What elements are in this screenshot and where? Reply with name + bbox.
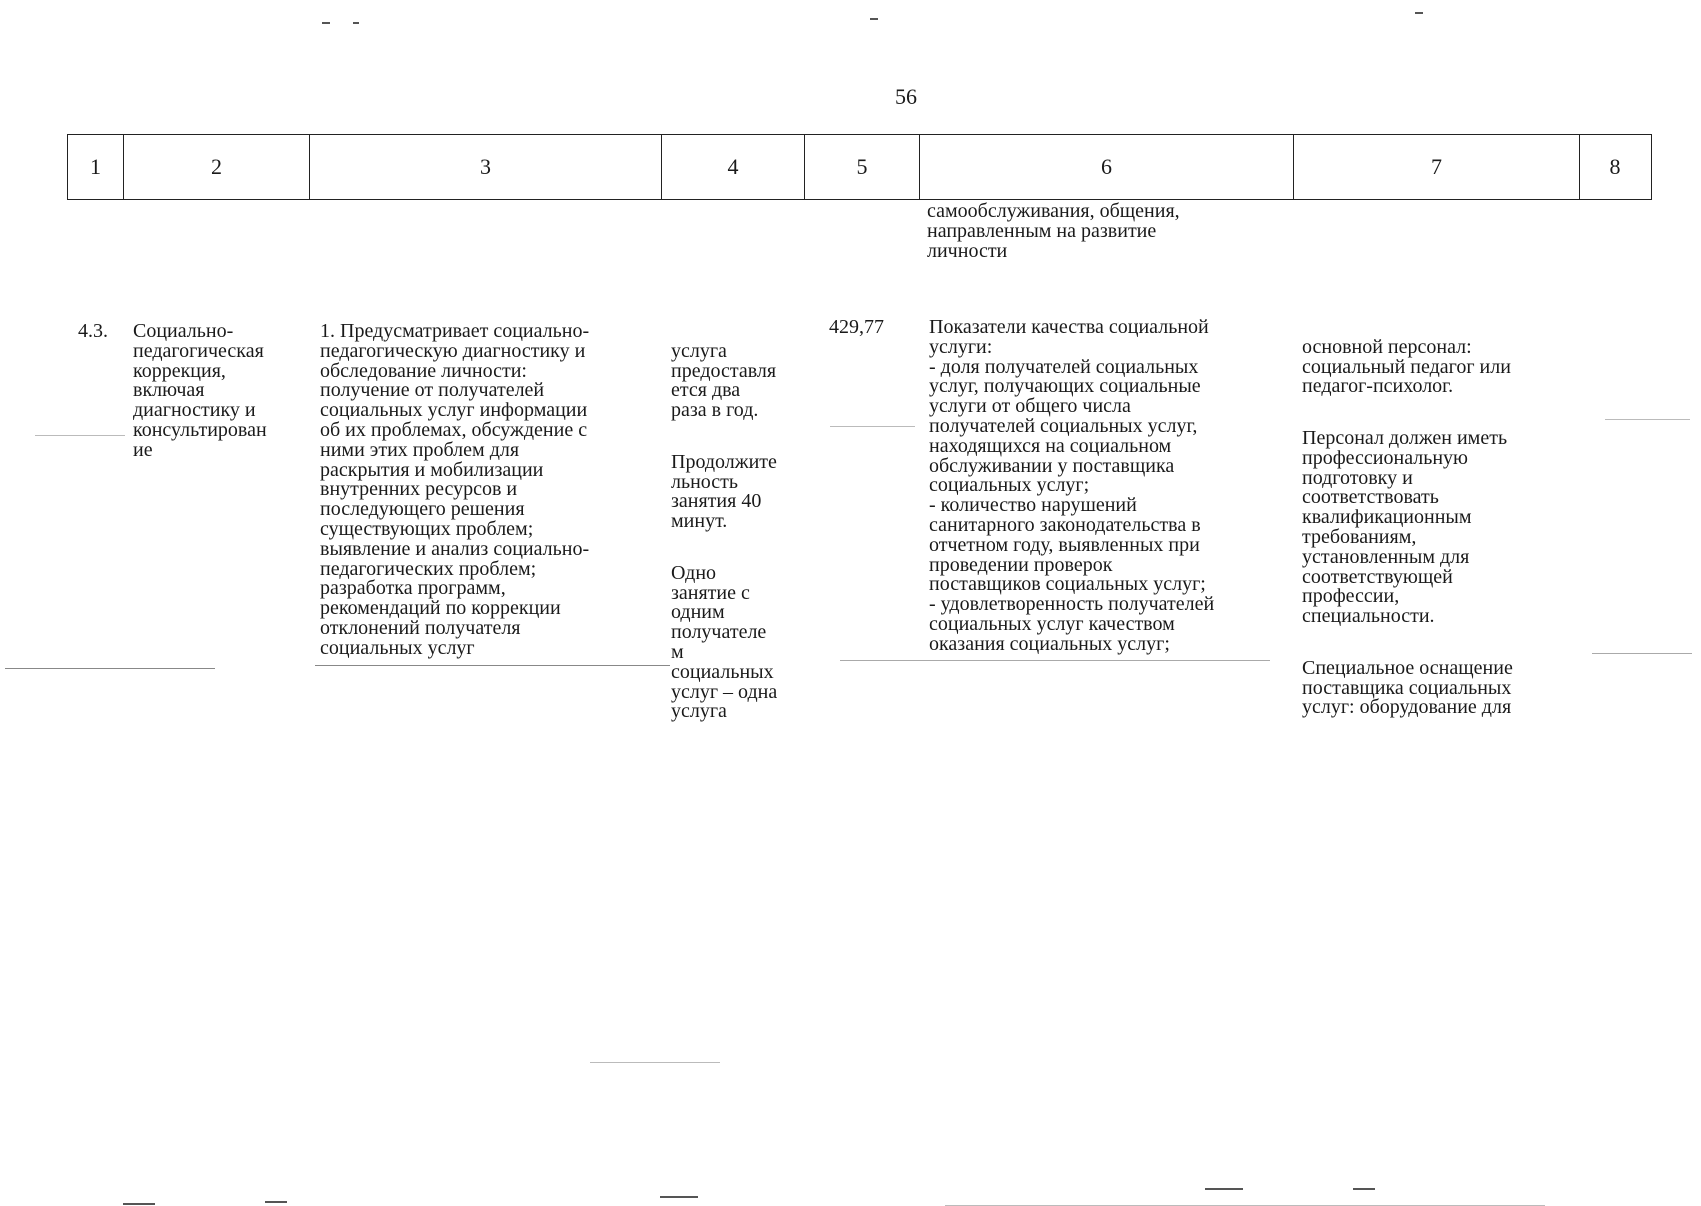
scan-line: [35, 435, 125, 436]
scan-speck: [322, 22, 330, 24]
quality-indicators: Показатели качества социальной услуги: - доля получателей социальных услуг, получающих социальные услуги от общего числа получателей социальных услуг, находящихся на социальном обслуживании у поставщика социальных услуг; - количество нарушений санитарного законодательства в отчетном году, выявленных при проведении проверок поставщиков социальных услуг; - удовлетворенность получателей социальных услуг качеством оказания социальных услуг;: [929, 316, 1215, 655]
conditions-equipment: Специальное оснащение поставщика социальных услуг: оборудование для: [1302, 656, 1513, 719]
header-col-1: 1: [68, 135, 124, 199]
page-number: 56: [895, 84, 917, 109]
scan-speck: [1353, 1188, 1375, 1190]
service-conditions: [1302, 318, 1572, 750]
conditions-qualification: Персонал должен иметь профессиональную подготовку и соответствовать квалификационным требованиям, установленным для соответствующей профессии, специальности.: [1302, 426, 1508, 628]
scan-line: [840, 660, 1270, 661]
conditions-staff: основной персонал: социальный педагог или педагог-психолог.: [1302, 335, 1511, 398]
service-description: 1. Предусматривает социально- педагогическую диагностику и обследование личности: получение от получателей социальных услуг информации об их проблемах, обсуждение с ними этих проблем для раскрытия и мобилизации внутренних ресурсов и последующего решения существующих проблем; выявление и анализ социально- педагогических проблем; разработка программ, рекомендаций по коррекции отклонений получателя социальных услуг: [320, 320, 590, 659]
service-frequency: [671, 322, 806, 754]
header-col-4: 4: [662, 135, 805, 199]
header-col-6: 6: [920, 135, 1294, 199]
frequency-duration: Продолжите льность занятия 40 минут.: [671, 450, 777, 533]
scan-line: [1592, 653, 1692, 654]
table-header-row: [67, 134, 1652, 200]
continuation-col-6: самообслуживания, общения, направленным на развитие личности: [927, 200, 1180, 262]
header-col-2: 2: [124, 135, 310, 199]
scan-line: [830, 426, 915, 427]
header-col-8: 8: [1609, 154, 1621, 179]
scan-speck: [870, 18, 878, 20]
scan-speck: [353, 22, 359, 24]
header-col-7: 7: [1294, 135, 1580, 199]
frequency-times: услуга предоставля ется два раза в год.: [671, 339, 777, 422]
scan-line: [315, 665, 670, 666]
scan-line: [1605, 419, 1690, 420]
service-name: Социально- педагогическая коррекция, включая диагностику и консультирован ие: [133, 320, 267, 461]
scan-speck: [1415, 12, 1423, 14]
header-col-5: 5: [805, 135, 920, 199]
row-number: 4.3.: [78, 320, 108, 342]
header-col-3: 3: [310, 135, 662, 199]
scan-speck: [660, 1196, 698, 1198]
scan-speck: [265, 1201, 287, 1203]
scan-line: [5, 668, 215, 669]
scan-speck: [123, 1203, 155, 1205]
service-tariff: 429,77: [829, 316, 884, 338]
scan-line: [590, 1062, 720, 1063]
scan-speck: [1205, 1188, 1243, 1190]
frequency-unit: Одно занятие с одним получателе м социальных услуг – одна услуга: [671, 561, 778, 723]
